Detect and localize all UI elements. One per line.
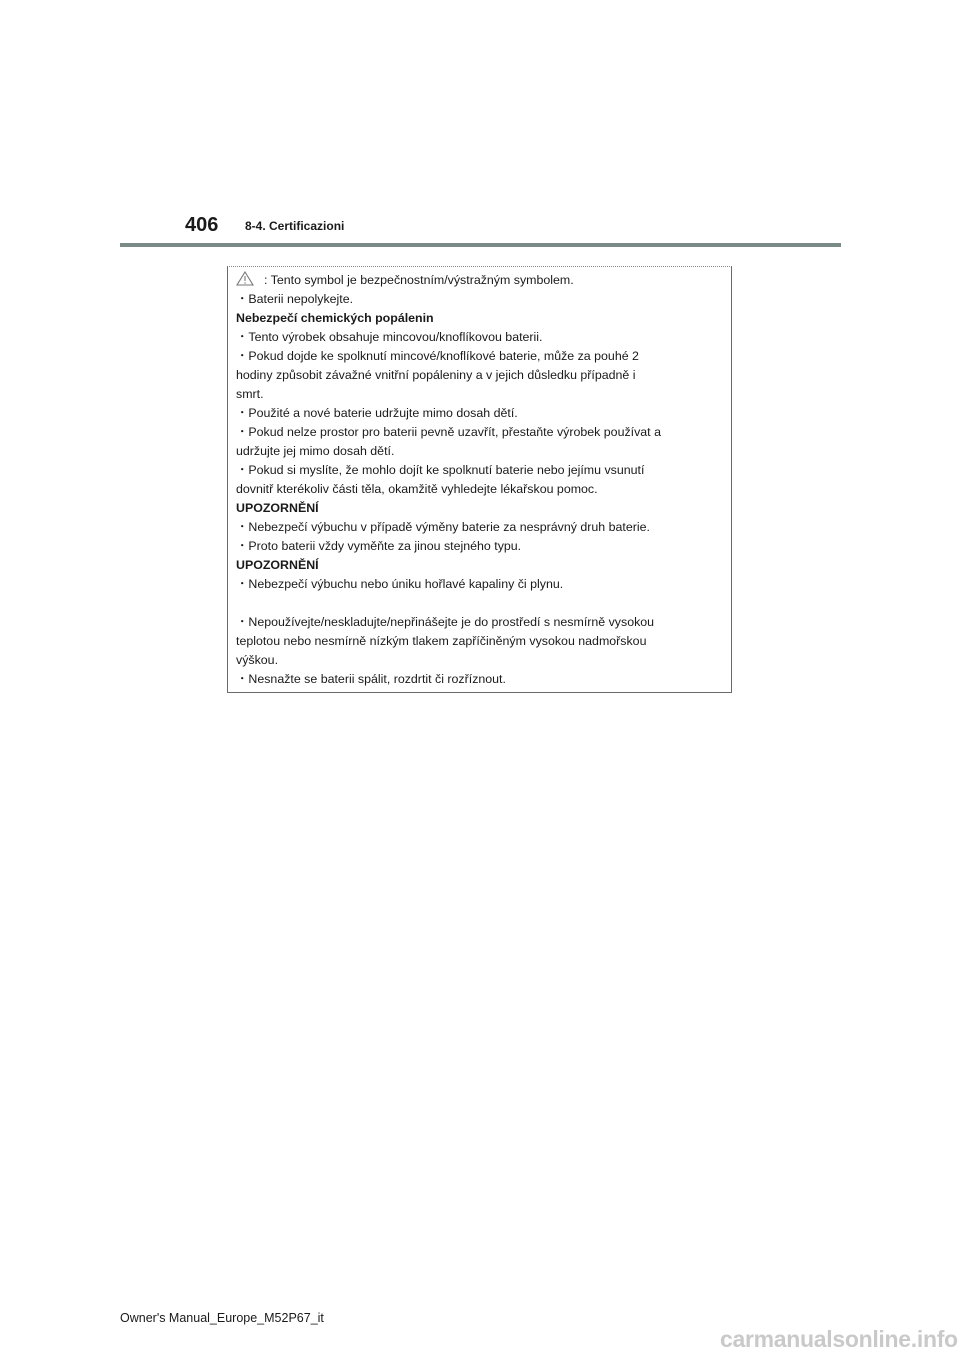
content-line: ・Nesnažte se baterii spálit, rozdrtit či rozříznout.	[236, 672, 506, 686]
content-heading: Nebezpečí chemických popálenin	[236, 311, 434, 325]
footer-text: Owner's Manual_Europe_M52P67_it	[120, 1311, 324, 1325]
content-line: ・Nebezpečí výbuchu v případě výměny baterie za nesprávný druh baterie.	[236, 520, 650, 534]
warning-symbol-line	[236, 271, 723, 290]
content-line: výškou.	[236, 653, 279, 667]
content-heading: UPOZORNĚNÍ	[236, 558, 319, 572]
warning-triangle-icon	[236, 271, 254, 286]
content-line: ・Nepoužívejte/neskladujte/nepřinášejte je do prostředí s nesmírně vysokou	[236, 615, 655, 629]
content-line: ・Baterii nepolykejte.	[236, 292, 354, 306]
content-line: smrt.	[236, 387, 264, 401]
content-line: dovnitř kterékoliv části těla, okamžitě vyhledejte lékařskou pomoc.	[236, 482, 598, 496]
content-line: ・Proto baterii vždy vyměňte za jinou stejného typu.	[236, 539, 522, 553]
content-line: ・Použité a nové baterie udržujte mimo dosah dětí.	[236, 406, 518, 420]
content-line: ・Tento výrobek obsahuje mincovou/knoflíkovou baterii.	[236, 330, 543, 344]
watermark: carmanualsonline.info	[720, 1326, 958, 1352]
content-line: udržujte jej mimo dosah dětí.	[236, 444, 395, 458]
content-line: ・Nebezpečí výbuchu nebo úniku hořlavé kapaliny či plynu.	[236, 577, 564, 591]
content-heading: UPOZORNĚNÍ	[236, 501, 319, 515]
content-line: teplotou nebo nesmírně nízkým tlakem zapříčiněným vysokou nadmořskou	[236, 634, 647, 648]
warning-symbol-text: : Tento symbol je bezpečnostním/výstražným symbolem.	[264, 273, 574, 287]
content-lines	[236, 290, 723, 689]
content-line: hodiny způsobit závažné vnitřní popáleniny a v jejich důsledku případně i	[236, 368, 636, 382]
content-line: ・Pokud si myslíte, že mohlo dojít ke spolknutí baterie nebo jejímu vsunutí	[236, 463, 645, 477]
blank-line	[236, 594, 723, 613]
content-line: ・Pokud dojde ke spolknutí mincové/knoflíkové baterie, může za pouhé 2	[236, 349, 639, 363]
header-rule	[120, 243, 841, 247]
page-number: 406	[185, 214, 219, 236]
section-title: 8-4. Certificazioni	[245, 219, 345, 233]
warning-content-box	[227, 266, 732, 693]
content-line: ・Pokud nelze prostor pro baterii pevně uzavřít, přestaňte výrobek používat a	[236, 425, 661, 439]
